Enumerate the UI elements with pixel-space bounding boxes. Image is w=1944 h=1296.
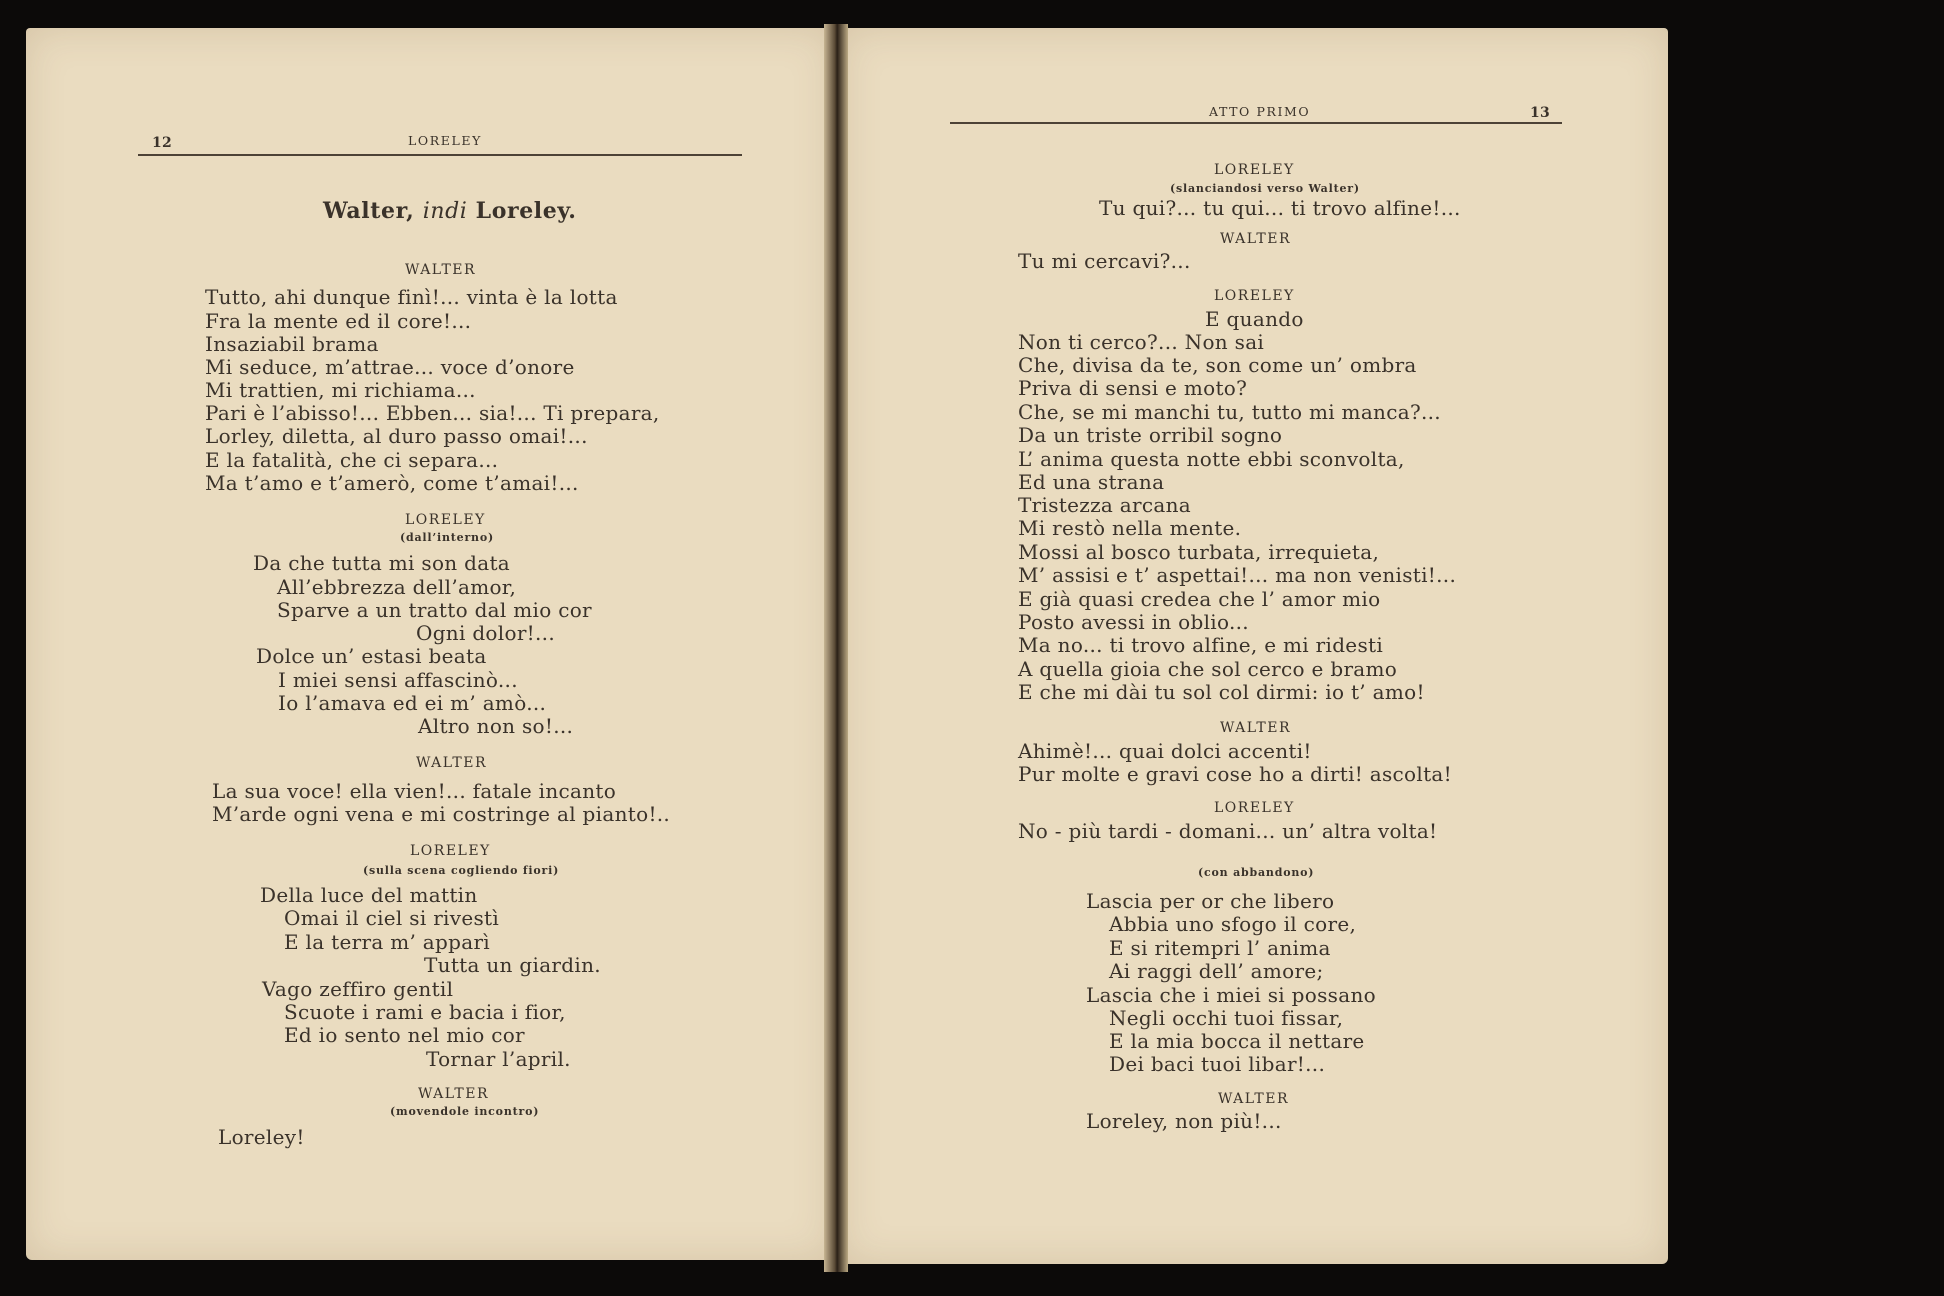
verse-line: Lorley, diletta, al duro passo omai!...	[205, 424, 588, 448]
verse-line: M’ assisi e t’ aspettai!... ma non venisti!...	[1018, 563, 1457, 587]
verse-line: A quella gioia che sol cerco e bramo	[1018, 657, 1398, 681]
verse-line: Ai raggi dell’ amore;	[1109, 959, 1324, 983]
verse-line: Ed io sento nel mio cor	[284, 1023, 525, 1047]
verse-line: E la mia bocca il nettare	[1109, 1029, 1365, 1053]
book-gutter	[824, 24, 848, 1272]
verse-line: M’arde ogni vena e mi costringe al pianto!..	[212, 802, 671, 826]
header-rule	[138, 154, 742, 156]
speaker-name: WALTER	[415, 755, 488, 771]
verse-line: Che, se mi manchi tu, tutto mi manca?...	[1018, 400, 1441, 424]
speaker-name: LORELEY	[1214, 288, 1295, 304]
verse-line: Io l’amava ed ei m’ amò...	[278, 691, 547, 715]
verse-line: Pur molte e gravi cose ho a dirti! ascolta!	[1018, 762, 1452, 786]
verse-line: Ogni dolor!...	[416, 621, 555, 645]
page-number: 13	[1530, 105, 1551, 121]
verse-line: I miei sensi affascinò...	[278, 668, 518, 692]
verse-line: Non ti cerco?... Non sai	[1018, 330, 1265, 354]
verse-line: All’ebbrezza dell’amor,	[277, 575, 517, 599]
verse-line: E già quasi credea che l’ amor mio	[1018, 587, 1381, 611]
verse-line: Fra la mente ed il core!...	[205, 309, 472, 333]
speaker-name: LORELEY	[405, 512, 486, 528]
speaker-name: WALTER	[405, 262, 477, 278]
verse-line: Ed una strana	[1018, 470, 1165, 494]
stage-direction: (sulla scena cogliendo fiori)	[363, 864, 560, 877]
verse-line: Abbia uno sfogo il core,	[1109, 912, 1357, 936]
verse-line: Ma no... ti trovo alfine, e mi ridesti	[1018, 633, 1384, 657]
speaker-name: WALTER	[1219, 720, 1292, 736]
verse-line: Ahimè!... quai dolci accenti!	[1018, 739, 1312, 763]
verse-line: Negli occhi tuoi fissar,	[1109, 1006, 1344, 1030]
stage-direction: (slanciandosi verso Walter)	[1170, 182, 1360, 195]
verse-line: Lascia per or che libero	[1086, 889, 1335, 913]
stage-direction: (movendole incontro)	[390, 1105, 540, 1118]
speaker-name: LORELEY	[1214, 162, 1295, 178]
speaker-name: LORELEY	[410, 843, 491, 859]
verse-line: Lascia che i miei si possano	[1086, 983, 1376, 1007]
verse-line: No - più tardi - domani... un’ altra volta!	[1018, 819, 1438, 843]
verse-line: Pari è l’abisso!... Ebben... sia!... Ti prepara,	[205, 401, 660, 425]
verse-line: E la terra m’ apparì	[284, 930, 490, 954]
verse-line: Tristezza arcana	[1018, 493, 1192, 517]
speaker-name: WALTER	[1219, 231, 1292, 247]
verse-line: L’ anima questa notte ebbi sconvolta,	[1018, 447, 1405, 471]
running-header: ATTO PRIMO	[1209, 104, 1311, 119]
page-number: 12	[152, 135, 173, 151]
stage-direction: (dall’interno)	[400, 531, 495, 544]
verse-line: Tornar l’april.	[426, 1047, 571, 1071]
stage-direction: (con abbandono)	[1198, 866, 1315, 879]
verse-line: Mi seduce, m’attrae... voce d’onore	[205, 355, 575, 379]
verse-line: Mossi al bosco turbata, irrequieta,	[1018, 540, 1380, 564]
verse-line: Vago zeffiro gentil	[262, 977, 454, 1001]
verse-line: Omai il ciel si rivestì	[284, 906, 500, 930]
verse-line: E quando	[1205, 307, 1304, 331]
verse-line: Della luce del mattin	[260, 883, 478, 907]
verse-line: Dei baci tuoi libar!...	[1109, 1052, 1326, 1076]
verse-line: Tu mi cercavi?...	[1018, 249, 1191, 273]
verse-line: Tutto, ahi dunque finì!... vinta è la lotta	[205, 285, 618, 309]
verse-line: Da un triste orribil sogno	[1018, 423, 1283, 447]
verse-line: Loreley, non più!...	[1086, 1109, 1282, 1133]
verse-line: E si ritempri l’ anima	[1109, 936, 1331, 960]
verse-line: Dolce un’ estasi beata	[256, 644, 487, 668]
verse-line: Altro non so!...	[418, 714, 574, 738]
verse-line: Tutta un giardin.	[424, 953, 601, 977]
verse-line: E che mi dài tu sol col dirmi: io t’ amo!	[1018, 680, 1425, 704]
speaker-name: WALTER	[417, 1086, 490, 1102]
verse-line: Mi trattien, mi richiama...	[205, 378, 476, 402]
verse-line: Sparve a un tratto dal mio cor	[277, 598, 592, 622]
header-rule	[950, 122, 1562, 124]
verse-line: Ma t’amo e t’amerò, come t’amai!...	[205, 471, 579, 495]
speaker-name: WALTER	[1217, 1091, 1290, 1107]
verse-line: Scuote i rami e bacia i fior,	[284, 1000, 566, 1024]
verse-line: Da che tutta mi son data	[253, 551, 511, 575]
scene-heading: Walter, indi Loreley.	[323, 198, 577, 224]
verse-line: Mi restò nella mente.	[1018, 516, 1242, 540]
verse-line: Loreley!	[218, 1125, 305, 1149]
verse-line: La sua voce! ella vien!... fatale incanto	[212, 779, 617, 803]
speaker-name: LORELEY	[1214, 800, 1295, 816]
verse-line: Priva di sensi e moto?	[1018, 376, 1248, 400]
verse-line: Tu qui?... tu qui... ti trovo alfine!...	[1099, 196, 1461, 220]
verse-line: Posto avessi in oblio...	[1018, 610, 1249, 634]
running-header: LORELEY	[408, 133, 482, 148]
verse-line: E la fatalità, che ci separa...	[205, 448, 499, 472]
verse-line: Insaziabil brama	[205, 332, 379, 356]
verse-line: Che, divisa da te, son come un’ ombra	[1018, 353, 1417, 377]
